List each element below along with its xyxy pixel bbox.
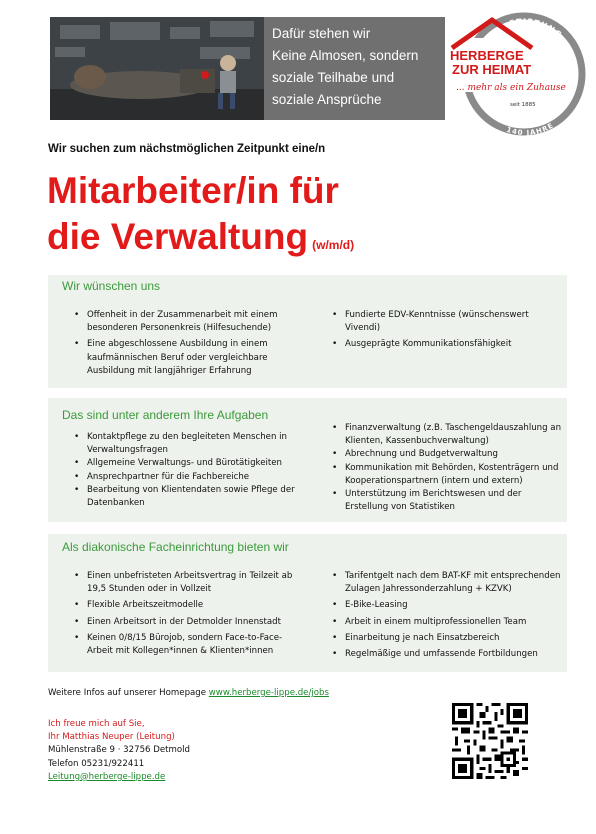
logo-tagline: ... mehr als ein Zuhause (456, 83, 566, 93)
list-item: • Fundierte EDV-Kenntnisse (wünschenswert Vivendi) (330, 309, 562, 335)
list-item: • Offenheit in der Zusammenarbeit mit einem besonderen Personenkreis (Hilfesuchende) (72, 309, 300, 335)
contact-address: Mühlenstraße 9 · 32756 Detmold (48, 745, 190, 756)
job-title-line2 (47, 214, 354, 260)
contact-greeting: Ich freue mich auf Sie, (48, 719, 145, 729)
slogan-line: Dafür stehen wir (272, 26, 371, 41)
homepage-info (48, 688, 329, 698)
list-item: • Einarbeitung je nach Einsatzbereich (330, 632, 562, 645)
job-title-line2-text: die Verwaltung (47, 216, 309, 257)
list-item: • Ansprechpartner für die Fachbereiche (72, 471, 307, 484)
list-item: • Einen Arbeitsort in der Detmolder Innenstadt (72, 616, 297, 629)
slogan-line: soziale Teilhabe und (272, 70, 395, 85)
logo-anniversary: 140 JAHRE (505, 121, 556, 138)
section-tasks (48, 398, 567, 522)
list-item: • E-Bike-Leasing (330, 599, 562, 612)
list-item: • Bearbeitung von Klientendaten sowie Pflege der Datenbanken (72, 484, 307, 510)
header-photo-image (50, 17, 264, 120)
list-item: • Regelmäßige und umfassende Fortbildungen (330, 648, 562, 661)
section-wishes (48, 275, 567, 388)
tasks-right-list (330, 422, 565, 514)
list-item: • Kommunikation mit Behörden, Kostenträgern und Kooperationspartnern (intern und extern) (330, 462, 565, 488)
list-item: • Keinen 0/8/15 Bürojob, sondern Face-to-Face-Arbeit mit Kollegen*innen & Klienten*innen (72, 632, 297, 658)
list-item: • Kontaktpflege zu den begleiteten Menschen in Verwaltungsfragen (72, 431, 307, 457)
list-item: • Eine abgeschlossene Ausbildung in einem kaufmännischen Beruf oder vergleichbare Ausbildung mit langjähriger Erfahrung (72, 338, 300, 378)
offers-right-list (330, 570, 562, 664)
qr-code-icon (452, 703, 528, 779)
list-item: • Abrechnung und Budgetverwaltung (330, 448, 565, 461)
contact-block (48, 718, 190, 784)
homepage-link[interactable]: www.herberge-lippe.de/jobs (208, 688, 329, 698)
section-heading: Wir wünschen uns (62, 279, 161, 293)
qr-code-graphic (452, 703, 528, 779)
section-heading: Das sind unter anderem Ihre Aufgaben (62, 408, 269, 422)
contact-signer: Ihr Matthias Neuper (Leitung) (48, 732, 175, 743)
slogan-line: Keine Almosen, sondern (272, 48, 419, 63)
list-item: • Flexible Arbeitszeitmodelle (72, 599, 297, 612)
list-item: • Tarifentgelt nach dem BAT-KF mit entsprechenden Zulagen Jahressonderzahlung + KZVK) (330, 570, 562, 596)
list-item: • Ausgeprägte Kommunikationsfähigkeit (330, 338, 562, 351)
job-title-suffix: (w/m/d) (312, 238, 355, 252)
contact-email-link[interactable]: Leitung@herberge-lippe.de (48, 771, 166, 782)
list-item: • Finanzverwaltung (z.B. Taschengeldauszahlung an Klienten, Kassenbuchverwaltung) (330, 422, 565, 448)
section-offers (48, 534, 567, 672)
job-title (47, 168, 354, 260)
logo-name-line2: ZUR HEIMAT (452, 62, 532, 77)
wishes-left-list (72, 309, 300, 381)
slogan-box (264, 17, 445, 120)
logo-since: seit 1885 (510, 102, 536, 108)
section-heading: Als diakonische Facheinrichtung bieten wir (62, 540, 289, 554)
foundation-logo (446, 12, 586, 138)
tasks-left-list (72, 431, 307, 510)
list-item: • Allgemeine Verwaltungs- und Bürotätigkeiten (72, 457, 307, 470)
logo-emblem (446, 12, 586, 138)
list-item: • Einen unbefristeten Arbeitsvertrag in Teilzeit ab 19,5 Stunden oder in Vollzeit (72, 570, 297, 596)
header-photo (50, 17, 264, 120)
intro-text: Wir suchen zum nächstmöglichen Zeitpunkt eine/n (48, 143, 326, 155)
job-title-line1: Mitarbeiter/in für (47, 170, 339, 211)
list-item: • Arbeit in einem multiprofessionellen Team (330, 616, 562, 629)
wishes-right-list (330, 309, 562, 355)
slogan-line: soziale Ansprüche (272, 92, 382, 107)
offers-left-list (72, 570, 297, 661)
logo-arc-text: STIFTUNG (508, 17, 564, 40)
list-item: • Unterstützung im Berichtswesen und der Erstellung von Statistiken (330, 488, 565, 514)
homepage-info-text: Weitere Infos auf unserer Homepage (48, 688, 207, 698)
logo-name-line1: HERBERGE (450, 48, 524, 63)
contact-phone: Telefon 05231/922411 (48, 758, 145, 769)
